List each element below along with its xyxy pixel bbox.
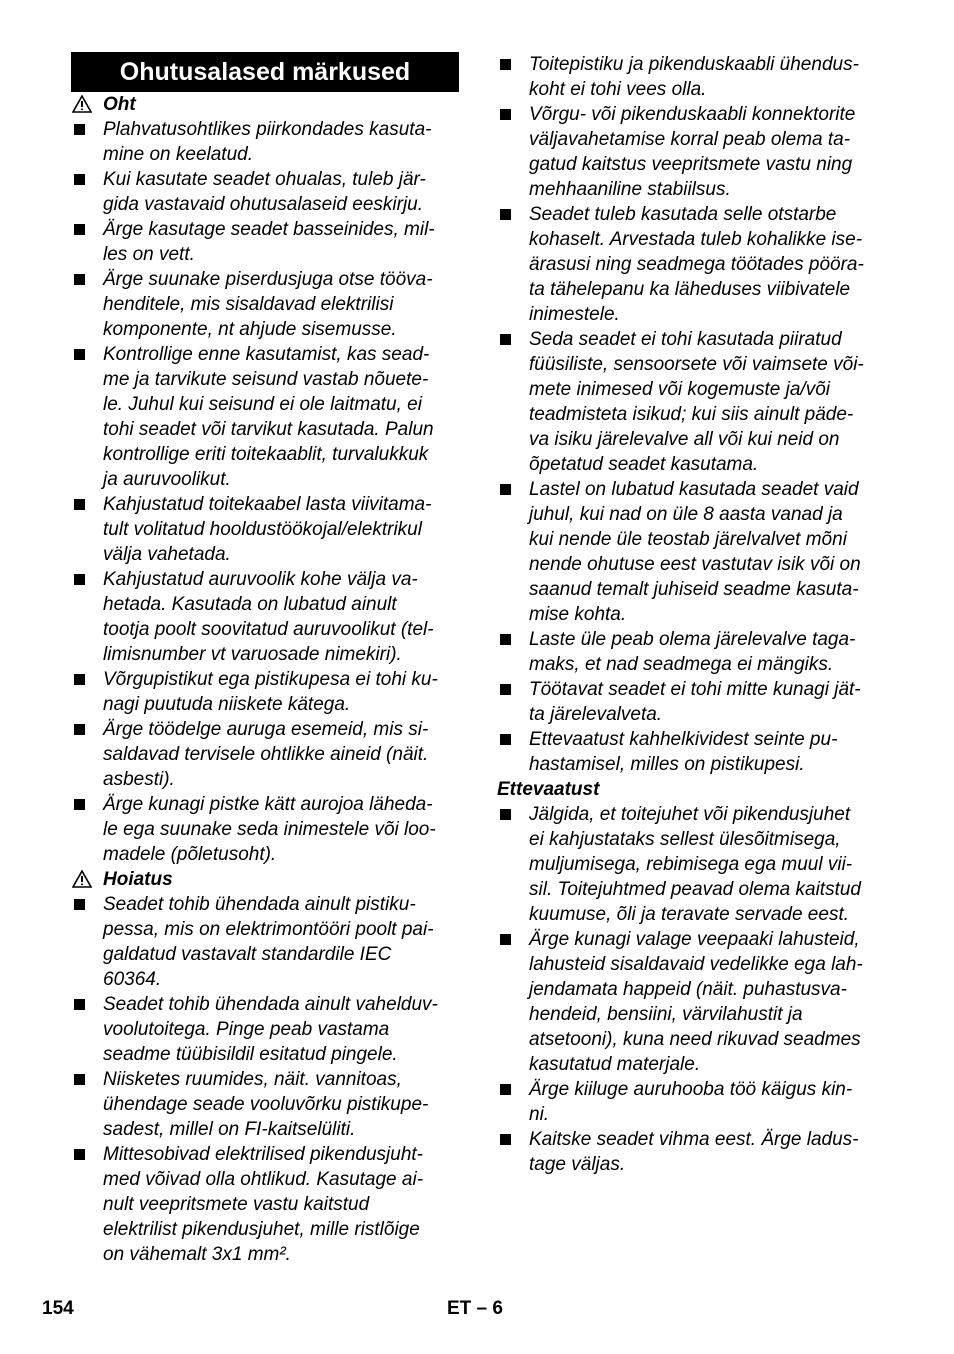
list-item-text: Kontrollige enne kasutamist, kas sead- [103,344,430,365]
list-item-text: nende ohutuse eest vastutav isik või on [529,554,861,575]
list-item-line [497,252,889,277]
list-item-text: sadest, millel on FI-kaitselüliti. [103,1119,356,1140]
list-item-line [497,977,889,1002]
list-item-text: mise kohta. [529,604,627,625]
list-item-line [497,552,889,577]
list-item-line [71,292,459,317]
square-bullet-icon [74,174,85,185]
list-item-text: Ärge kunagi pistke kätt aurojoa läheda- [103,794,433,815]
list-item-line [71,1092,459,1117]
list-item-line [71,1067,459,1092]
list-item-text: Ettevaatust kahhelkividest seinte pu- [529,729,838,750]
square-bullet-icon [500,1134,511,1145]
list-item-line [497,152,889,177]
list-item-text: ni. [529,1104,550,1125]
subheading [497,777,889,802]
list-item-text: galdatud vastavalt standardile IEC [103,944,392,965]
list-item-line [497,502,889,527]
list-item-line [71,517,459,542]
list-item-line [71,592,459,617]
list-item-text: Kui kasutate seadet ohualas, tuleb jär- [103,169,426,190]
subheading-label: Ettevaatust [497,779,600,800]
list-item-line [497,352,889,377]
list-item-line [497,652,889,677]
list-item-line [497,1077,889,1102]
list-item-line [497,802,889,827]
square-bullet-icon [74,1149,85,1160]
list-item-line [71,1192,459,1217]
square-bullet-icon [500,734,511,745]
page-number: 154 [42,1298,74,1319]
list-item-line [71,367,459,392]
list-item-line [497,452,889,477]
warning-heading [71,867,459,892]
list-item-text: väljavahetamise korral peab olema ta- [529,129,851,150]
section-code: ET – 6 [447,1298,503,1319]
list-item-text: on vähemalt 3x1 mm². [103,1244,291,1265]
list-item-text: hendeid, bensiini, värvilahustit ja [529,1004,803,1025]
square-bullet-icon [74,999,85,1010]
list-item-text: kontrollige eriti toitekaablit, turvalukkuk [103,444,429,465]
list-item-text: ja auruvoolikut. [103,469,231,490]
list-item-text: nagi puutuda niiskete kätega. [103,694,351,715]
list-item-line [71,1017,459,1042]
list-item-line [71,717,459,742]
list-item-text: õpetatud seadet kasutama. [529,454,759,475]
list-item-text: teadmisteta isikud; kui siis ainult päde- [529,404,854,425]
list-item-line [71,1117,459,1142]
list-item-line [497,427,889,452]
list-item-text: mete inimesed või kogemuste ja/või [529,379,830,400]
list-item-text: ta järelevalveta. [529,704,663,725]
list-item-line [497,952,889,977]
list-item-text: kohaselt. Arvestada tuleb kohalikke ise- [529,229,863,250]
list-item-line [71,117,459,142]
list-item-text: lahusteid sisaldavaid vedelikke ega lah- [529,954,863,975]
list-item-text: saldavad tervisele ohtlikke aineid (näit. [103,744,429,765]
list-item-text: Ärge kasutage seadet basseinides, mil- [103,219,435,240]
list-item-text: gida vastavaid ohutusalaseid eeskirju. [103,194,424,215]
list-item-line [71,917,459,942]
list-item-line [71,967,459,992]
list-item-text: juhul, kui nad on üle 8 aasta vanad ja [529,504,843,525]
list-item-line [497,127,889,152]
list-item-line [497,227,889,252]
list-item-line [497,52,889,77]
list-item-text: nult veepritsmete vastu kaitstud [103,1194,370,1215]
square-bullet-icon [500,1084,511,1095]
list-item-text: elektrilist pikendusjuhet, mille ristlõige [103,1219,420,1240]
warning-label: Hoiatus [103,869,173,890]
list-item-text: tohi seadet või tarvikut kasutada. Palun [103,419,434,440]
list-item-line [497,577,889,602]
list-item-line [497,1027,889,1052]
list-item-text: asbesti). [103,769,175,790]
square-bullet-icon [500,684,511,695]
list-item-line [71,742,459,767]
list-item-line [497,1127,889,1152]
list-item-line [71,417,459,442]
list-item-text: muljumisega, rebimisega ega muul vii- [529,854,853,875]
list-item-line [71,692,459,717]
list-item-text: ta tähelepanu ka läheduses viibivatele [529,279,851,300]
list-item-line [71,792,459,817]
list-item-line [71,817,459,842]
list-item-text: Võrgu- või pikenduskaabli konnektorite [529,104,856,125]
square-bullet-icon [74,124,85,135]
list-item-text: Seadet tohib ühendada ainult vahelduv- [103,994,438,1015]
list-item-line [497,402,889,427]
list-item-text: Ärge suunake piserdusjuga otse tööva- [103,269,433,290]
list-item-text: ühendage seade vooluvõrku pistikupe- [103,1094,429,1115]
list-item-line [497,752,889,777]
list-item-text: le ega suunake seda inimestele või loo- [103,819,436,840]
list-item-line [71,167,459,192]
list-item-line [497,377,889,402]
list-item-text: voolutoitega. Pinge peab vastama [103,1019,390,1040]
list-item-line [71,1042,459,1067]
list-item-text: tage väljas. [529,1154,626,1175]
list-item-text: välja vahetada. [103,544,231,565]
list-item-text: madele (põletusoht). [103,844,277,865]
left-column [71,52,459,1267]
list-item-text: Seda seadet ei tohi kasutada piiratud [529,329,842,350]
list-item-line [71,242,459,267]
list-item-text: va isiku järelevalve all või kui neid on [529,429,840,450]
list-item-text: med võivad olla ohtlikud. Kasutage ai- [103,1169,424,1190]
list-item-line [71,992,459,1017]
list-item-text: Võrgupistikut ega pistikupesa ei tohi ku- [103,669,438,690]
list-item-line [71,1217,459,1242]
list-item-text: le. Juhul kui seisund ei ole laitmatu, ei [103,394,422,415]
list-item-line [497,302,889,327]
list-item-line [497,1002,889,1027]
warning-label: Oht [103,94,136,115]
list-item-line [71,1242,459,1267]
square-bullet-icon [74,274,85,285]
list-item-text: pessa, mis on elektrimontööri poolt pai- [103,919,434,940]
square-bullet-icon [500,109,511,120]
list-item-text: me ja tarvikute seisund vastab nõuete- [103,369,429,390]
list-item-line [71,542,459,567]
list-item-text: limisnumber vt varuosade nimekiri). [103,644,402,665]
list-item-line [71,342,459,367]
list-item-line [497,202,889,227]
list-item-line [497,77,889,102]
list-item-text: Töötavat seadet ei tohi mitte kunagi jät- [529,679,861,700]
list-item-text: Lastel on lubatud kasutada seadet vaid [529,479,859,500]
warning-triangle-icon [72,95,92,113]
warning-triangle-icon [72,870,92,888]
list-item-text: Ärge kunagi valage veepaaki lahusteid, [529,929,860,950]
list-item-line [497,327,889,352]
list-item-line [71,142,459,167]
list-item-line [71,317,459,342]
list-item-line [71,467,459,492]
list-item-line [497,727,889,752]
list-item-line [71,1167,459,1192]
list-item-text: Laste üle peab olema järelevalve taga- [529,629,856,650]
square-bullet-icon [74,724,85,735]
list-item-text: hetada. Kasutada on lubatud ainult [103,594,397,615]
square-bullet-icon [500,59,511,70]
list-item-line [497,702,889,727]
list-item-text: Ärge kiiluge auruhooba töö käigus kin- [529,1079,853,1100]
list-item-text: saanud temalt juhiseid seadme kasuta- [529,579,859,600]
square-bullet-icon [500,934,511,945]
list-item-text: maks, et nad seadmega ei mängiks. [529,654,834,675]
list-item-line [71,267,459,292]
square-bullet-icon [74,349,85,360]
list-item-text: Kahjustatud toitekaabel lasta viivitama- [103,494,432,515]
list-item-text: Ärge töödelge auruga esemeid, mis si- [103,719,429,740]
square-bullet-icon [500,634,511,645]
list-item-line [71,217,459,242]
list-item-line [497,277,889,302]
square-bullet-icon [500,484,511,495]
list-item-text: Toitepistiku ja pikenduskaabli ühendus- [529,54,859,75]
list-item-line [71,567,459,592]
list-item-line [497,677,889,702]
list-item-text: Niisketes ruumides, näit. vannitoas, [103,1069,402,1090]
list-item-line [497,102,889,127]
list-item-text: Jälgida, et toitejuhet või pikendusjuhet [529,804,851,825]
list-item-line [497,627,889,652]
list-item-text: mehhaaniline stabiilsus. [529,179,731,200]
list-item-text: atsetooni), kuna need rikuvad seadmes [529,1029,861,1050]
list-item-text: Seadet tuleb kasutada selle otstarbe [529,204,837,225]
list-item-text: mine on keelatud. [103,144,253,165]
list-item-line [497,1052,889,1077]
list-item-text: ärasusi ning seadmega töötades pööra- [529,254,864,275]
list-item-line [71,492,459,517]
right-list [497,52,889,1177]
list-item-line [71,667,459,692]
list-item-text: Plahvatusohtlikes piirkondades kasuta- [103,119,432,140]
square-bullet-icon [74,899,85,910]
list-item-line [497,927,889,952]
list-item-text: füüsiliste, sensoorsete või vaimsete või- [529,354,864,375]
square-bullet-icon [74,674,85,685]
square-bullet-icon [74,224,85,235]
section-title: Ohutusalased märkused [71,52,459,92]
square-bullet-icon [74,499,85,510]
list-item-text: hastamisel, milles on pistikupesi. [529,754,805,775]
square-bullet-icon [500,209,511,220]
square-bullet-icon [74,799,85,810]
list-item-line [71,192,459,217]
list-item-text: ei kahjustataks sellest ülesõitmisega, [529,829,841,850]
list-item-line [497,827,889,852]
list-item-text: tootja poolt soovitatud auruvoolikut (tel- [103,619,434,640]
list-item-text: Mittesobivad elektrilised pikendusjuht- [103,1144,423,1165]
list-item-text: komponente, nt ahjude sisemusse. [103,319,397,340]
left-list [71,92,459,1267]
list-item-text: koht ei tohi vees olla. [529,79,707,100]
list-item-text: tult volitatud hooldustöökojal/elektrikul [103,519,422,540]
square-bullet-icon [74,574,85,585]
list-item-line [71,842,459,867]
list-item-line [71,892,459,917]
list-item-text: 60364. [103,969,162,990]
warning-heading [71,92,459,117]
list-item-text: kuumuse, õli ja teravate servade eest. [529,904,850,925]
list-item-text: kasutatud materjale. [529,1054,701,1075]
list-item-line [497,177,889,202]
list-item-line [71,442,459,467]
list-item-line [497,902,889,927]
list-item-line [71,942,459,967]
square-bullet-icon [500,334,511,345]
list-item-text: gatud kaitstus veepritsmete vastu ning [529,154,853,175]
list-item-line [497,877,889,902]
right-column [497,52,889,1177]
list-item-text: Kaitske seadet vihma eest. Ärge ladus- [529,1129,859,1150]
list-item-line [497,852,889,877]
list-item-line [497,1152,889,1177]
list-item-text: Kahjustatud auruvoolik kohe välja va- [103,569,418,590]
list-item-line [497,527,889,552]
list-item-line [71,392,459,417]
list-item-line [71,617,459,642]
list-item-line [71,642,459,667]
list-item-line [71,1142,459,1167]
list-item-text: inimestele. [529,304,620,325]
list-item-line [497,602,889,627]
list-item-text: jendamata happeid (näit. puhastusva- [529,979,847,1000]
list-item-text: seadme tüübisildil esitatud pingele. [103,1044,398,1065]
list-item-text: Seadet tohib ühendada ainult pistiku- [103,894,416,915]
square-bullet-icon [500,809,511,820]
list-item-text: kui nende üle teostab järelvalvet mõni [529,529,847,550]
list-item-line [71,767,459,792]
list-item-line [497,477,889,502]
list-item-text: les on vett. [103,244,195,265]
list-item-text: sil. Toitejuhtmed peavad olema kaitstud [529,879,861,900]
list-item-line [497,1102,889,1127]
list-item-text: henditele, mis sisaldavad elektrilisi [103,294,394,315]
square-bullet-icon [74,1074,85,1085]
